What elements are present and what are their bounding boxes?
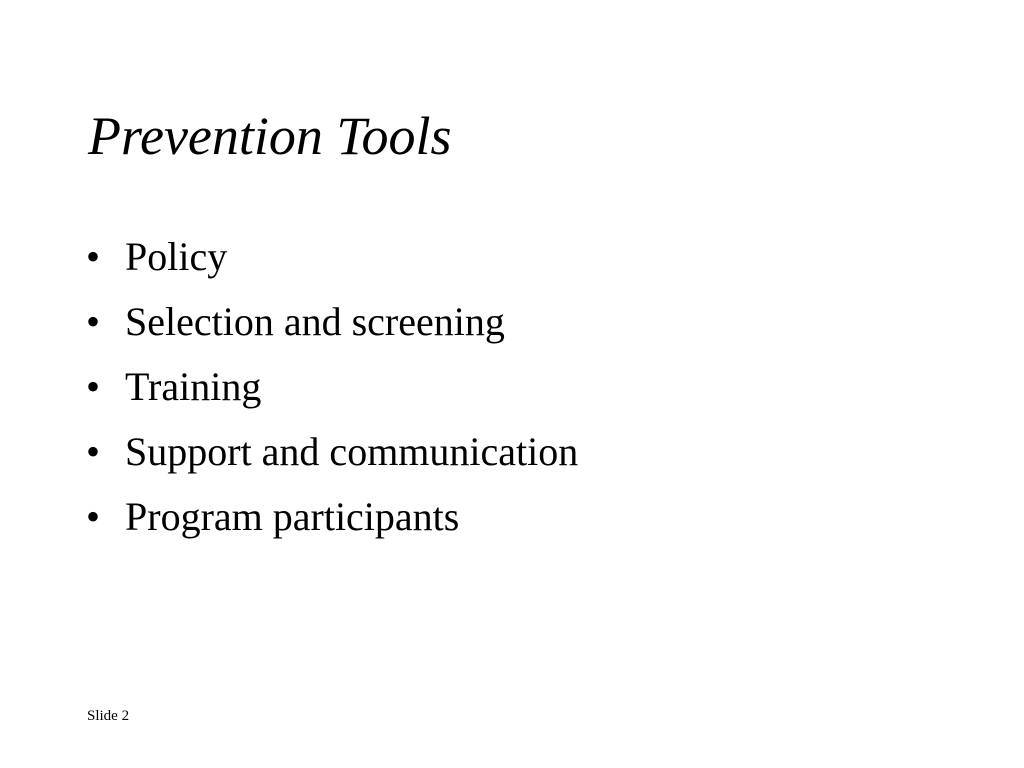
bullet-text: Training: [125, 364, 262, 409]
bullet-list: [86, 229, 578, 554]
bullet-item-support-and-communication: [86, 424, 578, 489]
bullet-text: Program participants: [125, 494, 460, 539]
bullet-marker-icon: •: [86, 299, 101, 344]
bullet-item-selection-and-screening: [86, 294, 578, 359]
bullet-item-program-participants: [86, 489, 578, 554]
bullet-marker-icon: •: [86, 234, 101, 279]
bullet-marker-icon: •: [86, 494, 101, 539]
bullet-text: Support and communication: [125, 429, 579, 474]
bullet-marker-icon: •: [86, 429, 101, 474]
slide-title: Prevention Tools: [88, 106, 452, 166]
bullet-text: Selection and screening: [125, 299, 505, 344]
bullet-item-policy: [86, 229, 578, 294]
bullet-marker-icon: •: [86, 364, 101, 409]
slide-number: Slide 2: [87, 708, 130, 724]
bullet-text: Policy: [125, 234, 228, 279]
bullet-item-training: [86, 359, 578, 424]
